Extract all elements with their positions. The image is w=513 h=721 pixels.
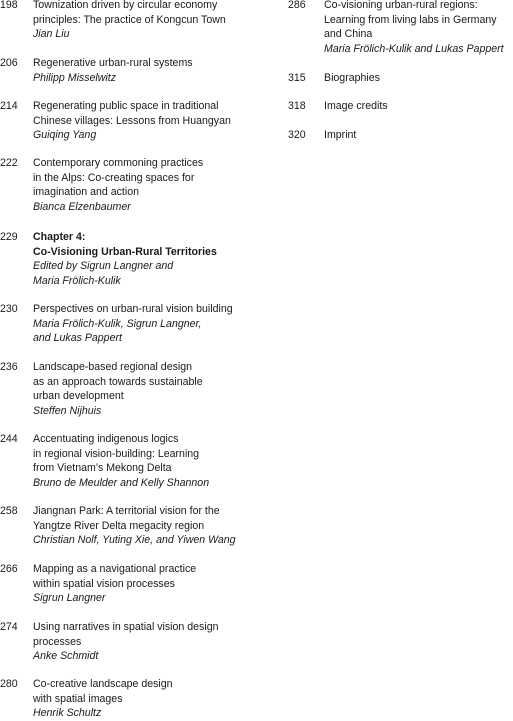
page-number: 206 [0,57,18,69]
entry-author: Maria Frölich-Kulik, Sigrun Langner, and Lukas Pappert [33,317,202,345]
entry-author: Bruno de Meulder and Kelly Shannon [33,476,210,489]
page-number: 280 [0,678,18,690]
entry-author: Guiqing Yang [33,129,97,142]
entry-title: Co-visioning urban-rural regions: Learning from living labs in Germany and China [324,0,497,41]
page-number: 318 [288,100,306,112]
entry-author: Jian Liu [33,28,70,41]
entry-author: Christian Nolf, Yuting Xie, and Yiwen Wang [33,534,236,547]
entry-title: Landscape-based regional design as an approach towards sustainable urban development [33,361,203,403]
chapter-editors: Edited by Sigrun Langner and Maria Frölich-Kulik [33,260,174,287]
page-number: 229 [0,231,18,243]
page-number: 258 [0,505,18,517]
entry-title: Regenerating public space in traditional Chinese villages: Lessons from Huangyan [33,100,231,127]
entry-title: Accentuating indigenous logics in regional vision-building: Learning from Vietnam’s Mekong Delta [33,433,200,475]
entry-title: Mapping as a navigational practice within spatial vision processes [33,563,197,590]
entry-author: Sigrun Langner [33,592,106,605]
entry-title: Image credits [324,100,388,112]
entry-title: Co-creative landscape design with spatial images [33,678,173,705]
page-number: 286 [288,0,306,11]
entry-title: Perspectives on urban-rural vision building [33,303,233,315]
entry-title: Jiangnan Park: A territorial vision for the Yangtze River Delta megacity region [33,505,220,532]
page-number: 315 [288,72,306,84]
page-number: 320 [288,129,306,141]
entry-author: Anke Schmidt [33,650,99,663]
page-number: 266 [0,563,18,575]
chapter-title: Chapter 4: Co-Visioning Urban-Rural Territories [33,231,217,258]
page-number: 236 [0,361,18,373]
entry-title: Imprint [324,129,357,141]
entry-author: Steffen Nijhuis [33,404,102,417]
entry-author: Philipp Misselwitz [33,71,117,84]
entry-author: Henrik Schultz [33,707,102,720]
page-number: 274 [0,621,18,633]
entry-title: Biographies [324,72,380,84]
entry-author: Bianca Elzenbaumer [33,200,131,213]
page-number: 214 [0,100,18,112]
page-number: 230 [0,303,18,315]
entry-title: Regenerative urban-rural systems [33,57,193,69]
entry-title: Townization driven by circular economy principles: The practice of Kongcun Town [33,0,226,26]
page-number: 222 [0,157,18,169]
entry-author: Maria Frölich-Kulik and Lukas Pappert [324,42,504,55]
page-number: 244 [0,433,18,445]
page-number: 198 [0,0,18,11]
entry-title: Using narratives in spatial vision design processes [33,621,219,648]
entry-title: Contemporary commoning practices in the Alps: Co-creating spaces for imagination and action [33,157,204,199]
